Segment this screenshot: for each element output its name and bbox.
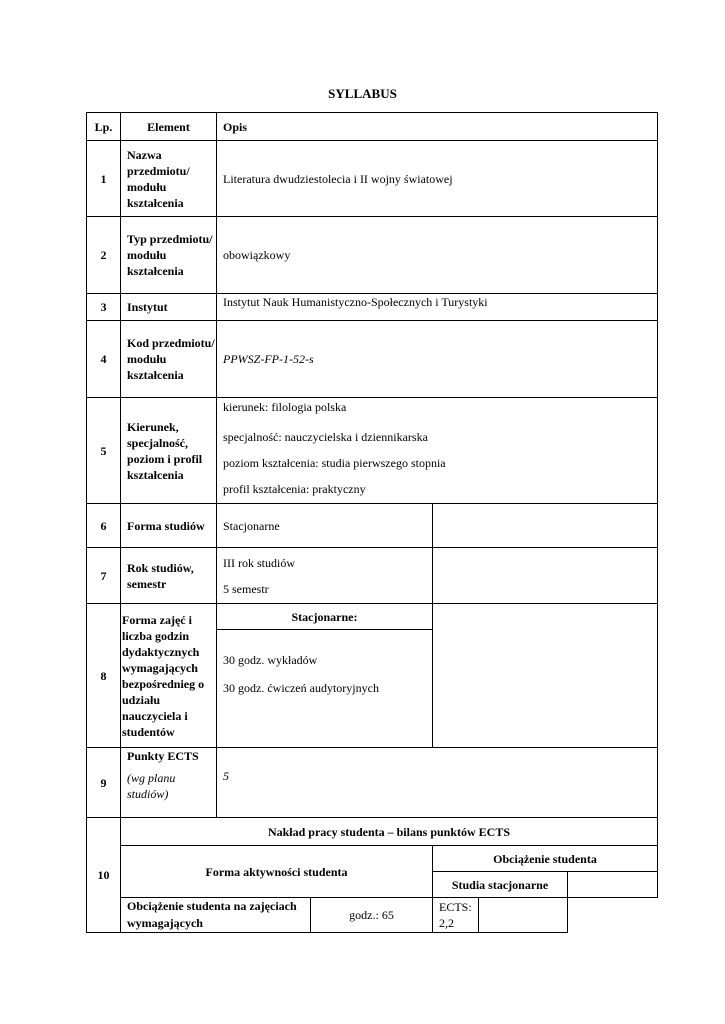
element-label: Kod przedmiotu/ modułu kształcenia — [121, 321, 217, 398]
class-hours — [217, 630, 433, 748]
field-of-study: kierunek: filologia polska — [223, 400, 347, 414]
course-type: obowiązkowy — [217, 217, 658, 294]
full-time-header: Stacjonarne: — [217, 604, 433, 630]
page-title: SYLLABUS — [328, 86, 397, 101]
education-profile: profil kształcenia: praktyczny — [223, 482, 366, 496]
table-row — [87, 818, 658, 846]
lecture-hours: 30 godz. wykładów — [223, 653, 318, 667]
semester: 5 semestr — [223, 581, 269, 596]
element-label: Nazwa przedmiotu/ modułu kształcenia — [121, 141, 217, 217]
row-number: 1 — [87, 141, 121, 217]
table-row — [87, 321, 658, 398]
row-number: 7 — [87, 548, 121, 604]
header-element: Element — [121, 113, 217, 141]
table-header-row — [87, 113, 658, 141]
course-code: PPWSZ-FP-1-52-s — [217, 321, 658, 398]
empty-cell — [433, 548, 658, 604]
element-label: Punkty ECTS — [127, 749, 199, 763]
table-row — [87, 548, 658, 604]
element-label: Kierunek, specjalność, poziom i profil kształcenia — [121, 398, 217, 504]
course-name: Literatura dwudziestolecia i II wojny światowej — [217, 141, 658, 217]
ects-label-cell — [121, 748, 217, 818]
institute-name: Instytut Nauk Humanistyczno-Społecznych i Turystyki — [217, 294, 658, 321]
element-label: Typ przedmiotu/ modułu kształcenia — [121, 217, 217, 294]
table-row — [87, 604, 658, 630]
workload-header: Nakład pracy studenta – bilans punktów ECTS — [121, 818, 658, 846]
hours-value: godz.: 65 — [349, 908, 394, 922]
element-label: Forma zajęć i liczba godzin dydaktycznych wymagających bezpośrednieg o udziału nauczyciela i studentów — [121, 604, 217, 748]
ects-value: ECTS: 2,2 — [439, 900, 472, 930]
table-row — [87, 398, 658, 504]
empty-cell — [433, 504, 658, 548]
element-label: Instytut — [121, 294, 217, 321]
row-number: 8 — [87, 604, 121, 748]
year-semester — [217, 548, 433, 604]
empty-cell — [568, 872, 658, 898]
activity-header: Forma aktywności studenta — [121, 846, 433, 898]
header-lp: Lp. — [87, 113, 121, 141]
load-header: Obciążenie studenta — [433, 846, 658, 872]
study-year: III rok studiów — [223, 555, 295, 570]
workload-row-label: Obciążenie studenta na zajęciach wymagających — [121, 898, 311, 933]
row-number: 10 — [87, 818, 121, 933]
table-row — [87, 748, 658, 818]
row-number: 2 — [87, 217, 121, 294]
study-form: Stacjonarne — [217, 504, 433, 548]
table-row — [87, 846, 658, 872]
table-row — [87, 217, 658, 294]
workload-ects — [433, 898, 479, 933]
syllabus-table — [86, 112, 658, 933]
empty-cell — [433, 604, 658, 748]
row-number: 3 — [87, 294, 121, 321]
element-label: Forma studiów — [121, 504, 217, 548]
table-row — [87, 898, 658, 933]
education-level: poziom kształcenia: studia pierwszego stopnia — [223, 456, 446, 470]
table-row — [87, 141, 658, 217]
row-number: 5 — [87, 398, 121, 504]
header-opis: Opis — [217, 113, 658, 141]
row-number: 6 — [87, 504, 121, 548]
table-row — [87, 294, 658, 321]
exercise-hours: 30 godz. ćwiczeń audytoryjnych — [223, 681, 379, 695]
full-time-studies-header: Studia stacjonarne — [433, 872, 568, 898]
row-number: 9 — [87, 748, 121, 818]
element-label: Rok studiów, semestr — [121, 548, 217, 604]
row-number: 4 — [87, 321, 121, 398]
empty-cell — [479, 898, 568, 933]
workload-hours — [311, 898, 433, 933]
table-row — [87, 504, 658, 548]
study-program-info — [217, 398, 658, 504]
ects-points: 5 — [217, 748, 658, 818]
ects-note: (wg planu studiów) — [127, 771, 176, 801]
specialization: specjalność: nauczycielska i dziennikarska — [223, 430, 428, 444]
